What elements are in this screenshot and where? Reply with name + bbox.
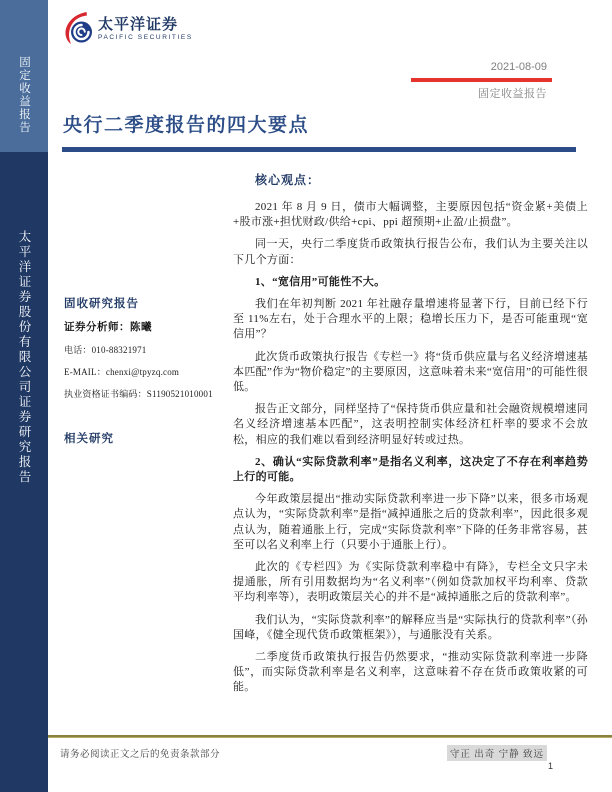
header-red-rule	[411, 78, 552, 82]
body-paragraph: 我们认为，“实际贷款利率”的解释应当是“实际执行的贷款利率”（孙国峰，《健全现代货币政策框架》），与通胀没有关系。	[233, 613, 588, 641]
body-paragraph: 2021 年 8 月 9 日，债市大幅调整，主要原因包括“资金紧+美债上+股市涨+担忧财政/供给+cpi、ppi 超预期+止盈/止损盘”。	[233, 201, 588, 229]
body-paragraph: 此次的《专栏四》为《实际贷款利率稳中有降》，专栏全文只字未提通胀，所有引用数据均为“名义利率”（例如贷款加权平均利率、贷款平均利率等），表明政策层关心的并不是“减掉通胀之后的贷款利率”。	[233, 561, 588, 604]
company-logo	[63, 11, 193, 50]
body-heading: 1、“宽信用”可能性不大。	[255, 275, 386, 288]
logo-name-cn: 太平洋证券	[98, 16, 179, 33]
body-paragraph: 同一天，央行二季度货币政策执行报告公布，我们认为主要关注以下几个方面：	[233, 238, 588, 266]
footer-motto: 守正 出奇 宁静 致远	[447, 745, 547, 761]
body-paragraph: 此次货币政策执行报告《专栏一》将“货币供应量与名义经济增速基本匹配”作为“物价稳定”的主要原因，这意味着未来“宽信用”的可能性很低。	[233, 350, 588, 394]
related-research-title: 相关研究	[64, 433, 114, 445]
analyst-name: 证券分析师：陈曦	[64, 322, 152, 333]
body-paragraph: 二季度货币政策执行报告仍然要求，“推动实际贷款利率进一步降低”，而实际贷款利率是名义利率，这意味着不存在货币政策收紧的可能。	[233, 651, 588, 694]
page-title: 央行二季度报告的四大要点	[63, 115, 310, 136]
footer-disclaimer: 请务必阅读正文之后的免责条款部分	[60, 750, 221, 760]
body-paragraph: 报告正文部分，同样坚持了“保持货币供应量和社会融资规模增速同名义经济增速基本匹配”，这表明控制实体经济杠杆率的要求不会放松，相应的我们难以看到经济明显好转或过热。	[233, 403, 588, 446]
logo-name-en: PACIFIC SECURITIES	[98, 34, 193, 41]
research-section-title: 固收研究报告	[64, 298, 139, 310]
body-paragraph: 我们在年初判断 2021 年社融存量增速将显著下行，目前已经下行至 11%左右，处于合理水平的上限；稳增长压力下，是否可能重现“宽信用”？	[233, 298, 588, 341]
sidebar-category-label: 固定收益报告	[18, 56, 30, 134]
analyst-phone: 电话：010-88321971	[64, 345, 147, 355]
footer-divider-rule	[48, 735, 612, 738]
report-type-label: 固定收益报告	[478, 88, 547, 100]
core-viewpoint-label: 核心观点：	[255, 173, 321, 187]
sidebar-company-banner	[0, 152, 48, 792]
analyst-email: E-MAIL：chenxi@tpyzq.com	[64, 367, 180, 377]
report-date: 2021-08-09	[490, 61, 547, 73]
analyst-license: 执业资格证书编码：S1190521010001	[64, 389, 213, 399]
body-heading: 2、确认“实际贷款利率”是指名义利率，这决定了不存在利率趋势上行的可能。	[233, 455, 588, 484]
sidebar-category-banner	[0, 0, 48, 152]
sidebar-company-label: 太平洋证券股份有限公司证券研究报告	[17, 230, 31, 485]
report-body	[233, 200, 588, 703]
title-divider-rule	[62, 147, 576, 152]
page-number: 1	[547, 761, 553, 771]
analyst-info-panel	[64, 295, 232, 446]
pacific-securities-logo-icon	[63, 11, 94, 50]
body-paragraph: 今年政策层提出“推动实际贷款利率进一步下降”以来，很多市场观点认为，“实际贷款利率”是指“减掉通胀之后的贷款利率”，因此很多观点认为，随着通胀上行，完成“实际贷款利率”下降的任务非常容易，甚至可以名义利率上行（只要小于通胀上行）。	[233, 493, 588, 551]
logo-wordmark	[98, 11, 193, 50]
